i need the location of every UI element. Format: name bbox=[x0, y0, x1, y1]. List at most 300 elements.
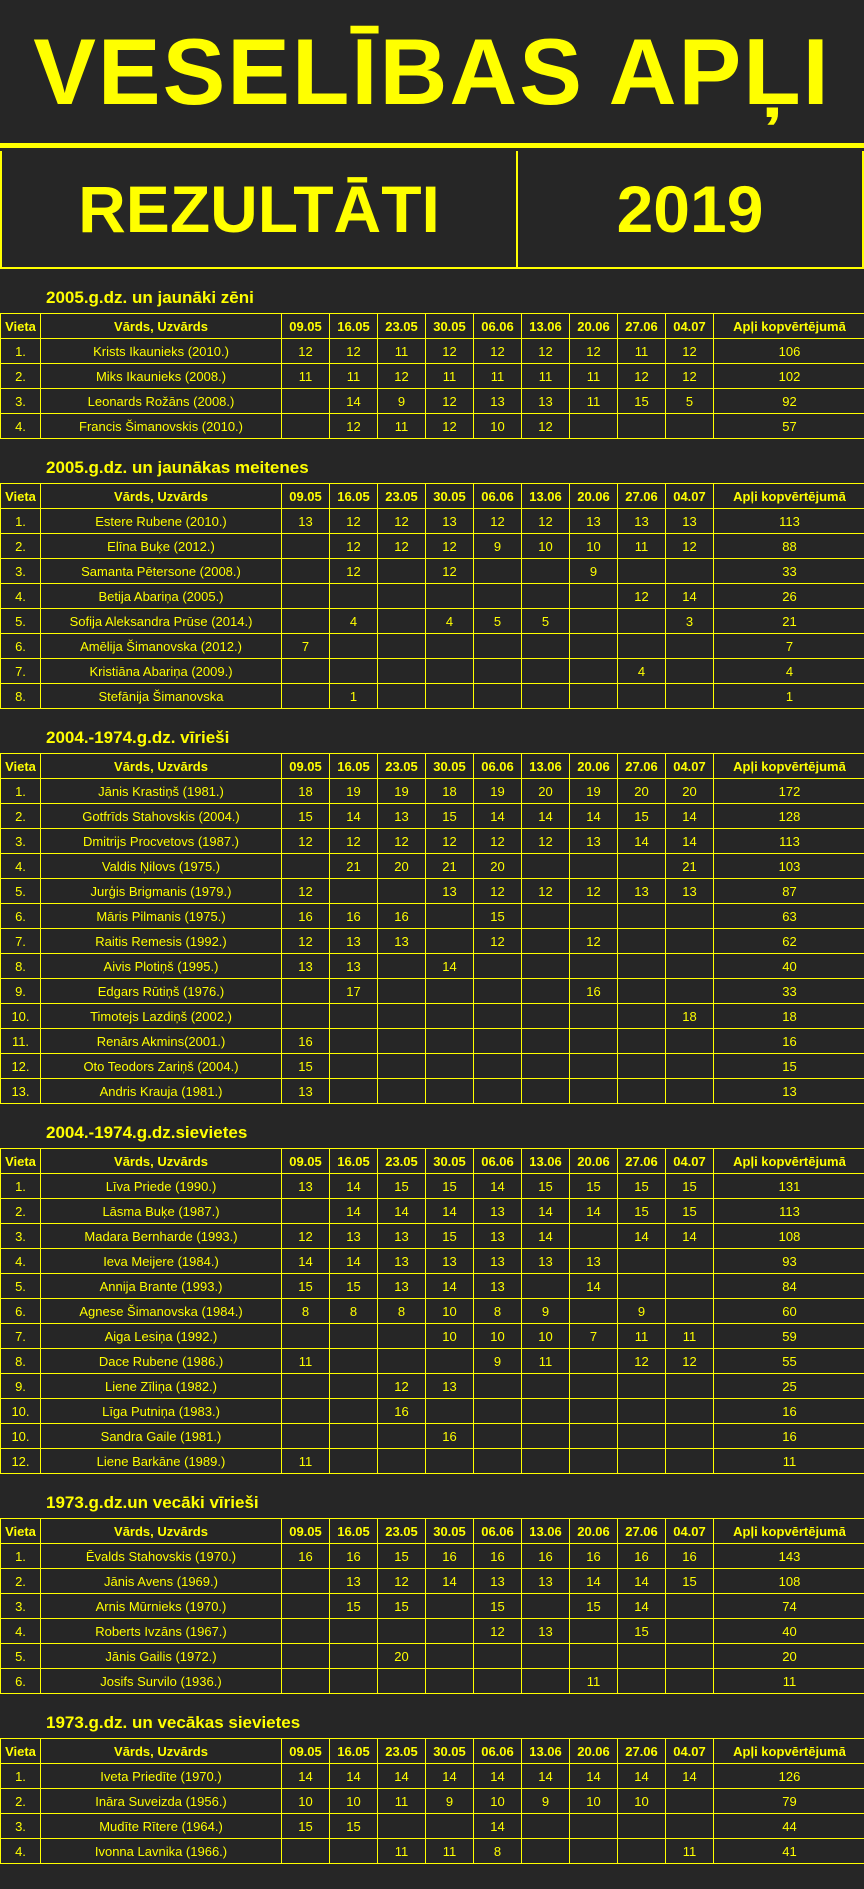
score-cell: 19 bbox=[330, 779, 378, 804]
table-row bbox=[1, 1349, 864, 1374]
score-cell: 12 bbox=[330, 339, 378, 364]
score-cell: 12 bbox=[378, 1374, 426, 1399]
score-cell: 12 bbox=[378, 1569, 426, 1594]
score-cell bbox=[378, 879, 426, 904]
total-cell: 11 bbox=[714, 1449, 864, 1474]
score-cell: 15 bbox=[618, 1174, 666, 1199]
year-label: 2019 bbox=[616, 172, 764, 246]
score-cell bbox=[378, 1424, 426, 1449]
score-cell: 11 bbox=[282, 1349, 330, 1374]
score-cell bbox=[522, 1004, 570, 1029]
score-cell bbox=[330, 1399, 378, 1424]
table-row bbox=[1, 1324, 864, 1349]
table-row bbox=[1, 929, 864, 954]
total-cell: 128 bbox=[714, 804, 864, 829]
place-cell: 4. bbox=[1, 854, 41, 879]
total-cell: 131 bbox=[714, 1174, 864, 1199]
place-cell: 7. bbox=[1, 1324, 41, 1349]
score-cell bbox=[618, 1249, 666, 1274]
total-cell: 16 bbox=[714, 1029, 864, 1054]
name-cell: Sandra Gaile (1981.) bbox=[41, 1424, 282, 1449]
score-cell: 12 bbox=[618, 364, 666, 389]
section-title: 2004.-1974.g.dz.sievietes bbox=[46, 1123, 248, 1142]
total-cell: 79 bbox=[714, 1789, 864, 1814]
score-cell bbox=[618, 1669, 666, 1694]
score-cell: 14 bbox=[474, 1174, 522, 1199]
score-cell: 20 bbox=[666, 779, 714, 804]
name-cell: Kristiāna Abariņa (2009.) bbox=[41, 659, 282, 684]
score-cell: 15 bbox=[666, 1174, 714, 1199]
score-cell: 9 bbox=[378, 389, 426, 414]
name-cell: Raitis Remesis (1992.) bbox=[41, 929, 282, 954]
total-cell: 55 bbox=[714, 1349, 864, 1374]
score-cell bbox=[474, 1079, 522, 1104]
score-cell bbox=[330, 1374, 378, 1399]
score-cell: 12 bbox=[474, 929, 522, 954]
score-cell: 8 bbox=[330, 1299, 378, 1324]
score-cell bbox=[522, 634, 570, 659]
score-cell: 14 bbox=[474, 1814, 522, 1839]
column-header: 16.05 bbox=[330, 754, 378, 779]
score-cell bbox=[426, 1669, 474, 1694]
score-cell: 11 bbox=[522, 1349, 570, 1374]
score-cell bbox=[474, 659, 522, 684]
table-row bbox=[1, 534, 864, 559]
score-cell: 16 bbox=[330, 904, 378, 929]
name-cell: Stefānija Šimanovska bbox=[41, 684, 282, 709]
column-header: 30.05 bbox=[426, 314, 474, 339]
score-cell bbox=[618, 1079, 666, 1104]
score-cell bbox=[474, 954, 522, 979]
score-cell bbox=[330, 1449, 378, 1474]
table-header-row bbox=[1, 484, 864, 509]
place-cell: 4. bbox=[1, 1619, 41, 1644]
total-cell: 44 bbox=[714, 1814, 864, 1839]
score-cell: 13 bbox=[474, 389, 522, 414]
score-cell: 12 bbox=[426, 389, 474, 414]
table-row bbox=[1, 954, 864, 979]
score-cell: 21 bbox=[666, 854, 714, 879]
score-cell: 13 bbox=[666, 879, 714, 904]
score-cell: 12 bbox=[570, 339, 618, 364]
table-row bbox=[1, 779, 864, 804]
column-header: 06.06 bbox=[474, 1739, 522, 1764]
column-header: Vārds, Uzvārds bbox=[41, 754, 282, 779]
table-row bbox=[1, 804, 864, 829]
score-cell bbox=[378, 1814, 426, 1839]
score-cell: 12 bbox=[666, 364, 714, 389]
score-cell: 13 bbox=[378, 804, 426, 829]
place-cell: 9. bbox=[1, 979, 41, 1004]
column-header: 27.06 bbox=[618, 754, 666, 779]
results-section bbox=[0, 1104, 864, 1474]
section-title: 2004.-1974.g.dz. vīrieši bbox=[46, 728, 230, 747]
score-cell: 11 bbox=[282, 1449, 330, 1474]
score-cell: 12 bbox=[426, 534, 474, 559]
column-header: Vieta bbox=[1, 484, 41, 509]
total-cell: 7 bbox=[714, 634, 864, 659]
table-row bbox=[1, 904, 864, 929]
column-header: 13.06 bbox=[522, 1149, 570, 1174]
score-cell: 13 bbox=[474, 1249, 522, 1274]
score-cell bbox=[426, 904, 474, 929]
table-row bbox=[1, 979, 864, 1004]
place-cell: 3. bbox=[1, 559, 41, 584]
score-cell bbox=[282, 414, 330, 439]
table-row bbox=[1, 609, 864, 634]
score-cell bbox=[378, 954, 426, 979]
column-header: 06.06 bbox=[474, 1149, 522, 1174]
score-cell: 11 bbox=[570, 364, 618, 389]
results-section bbox=[0, 1694, 864, 1864]
score-cell bbox=[618, 1054, 666, 1079]
score-cell: 13 bbox=[522, 1569, 570, 1594]
section-title: 1973.g.dz.un vecāki vīrieši bbox=[46, 1493, 259, 1512]
total-cell: 60 bbox=[714, 1299, 864, 1324]
total-cell: 16 bbox=[714, 1399, 864, 1424]
column-header: Vārds, Uzvārds bbox=[41, 1739, 282, 1764]
score-cell: 13 bbox=[282, 954, 330, 979]
place-cell: 10. bbox=[1, 1399, 41, 1424]
column-header: 16.05 bbox=[330, 1739, 378, 1764]
place-cell: 11. bbox=[1, 1029, 41, 1054]
score-cell bbox=[522, 659, 570, 684]
score-cell: 15 bbox=[378, 1544, 426, 1569]
score-cell: 14 bbox=[330, 1199, 378, 1224]
place-cell: 12. bbox=[1, 1449, 41, 1474]
score-cell: 13 bbox=[282, 1174, 330, 1199]
score-cell: 14 bbox=[618, 1764, 666, 1789]
score-cell: 8 bbox=[378, 1299, 426, 1324]
score-cell: 12 bbox=[378, 829, 426, 854]
sections-container bbox=[0, 269, 864, 1864]
score-cell: 4 bbox=[426, 609, 474, 634]
total-cell: 16 bbox=[714, 1424, 864, 1449]
score-cell: 12 bbox=[330, 534, 378, 559]
score-cell: 15 bbox=[618, 804, 666, 829]
total-cell: 62 bbox=[714, 929, 864, 954]
table-row bbox=[1, 1224, 864, 1249]
score-cell: 13 bbox=[522, 1619, 570, 1644]
score-cell: 11 bbox=[378, 339, 426, 364]
results-label: REZULTĀTI bbox=[2, 151, 518, 267]
table-row bbox=[1, 879, 864, 904]
score-cell bbox=[378, 609, 426, 634]
score-cell bbox=[378, 1029, 426, 1054]
score-cell: 20 bbox=[618, 779, 666, 804]
score-cell: 14 bbox=[474, 804, 522, 829]
place-cell: 1. bbox=[1, 1544, 41, 1569]
name-cell: Estere Rubene (2010.) bbox=[41, 509, 282, 534]
score-cell: 12 bbox=[378, 364, 426, 389]
score-cell bbox=[618, 929, 666, 954]
total-cell: 108 bbox=[714, 1569, 864, 1594]
score-cell bbox=[570, 1349, 618, 1374]
column-header: Vārds, Uzvārds bbox=[41, 1149, 282, 1174]
score-cell: 13 bbox=[426, 879, 474, 904]
score-cell: 10 bbox=[474, 1324, 522, 1349]
score-cell bbox=[570, 1814, 618, 1839]
total-cell: 113 bbox=[714, 829, 864, 854]
score-cell bbox=[426, 1079, 474, 1104]
score-cell: 12 bbox=[426, 559, 474, 584]
score-cell: 13 bbox=[474, 1569, 522, 1594]
place-cell: 1. bbox=[1, 1174, 41, 1199]
score-cell: 15 bbox=[474, 1594, 522, 1619]
total-cell: 57 bbox=[714, 414, 864, 439]
table-row bbox=[1, 1569, 864, 1594]
score-cell: 14 bbox=[330, 389, 378, 414]
score-cell: 11 bbox=[666, 1324, 714, 1349]
score-cell bbox=[282, 684, 330, 709]
score-cell: 13 bbox=[330, 929, 378, 954]
column-header: 23.05 bbox=[378, 1519, 426, 1544]
score-cell: 14 bbox=[282, 1249, 330, 1274]
name-cell: Leonards Rožāns (2008.) bbox=[41, 389, 282, 414]
column-header: 27.06 bbox=[618, 1739, 666, 1764]
score-cell: 15 bbox=[426, 1174, 474, 1199]
column-header: 23.05 bbox=[378, 1739, 426, 1764]
score-cell: 13 bbox=[474, 1199, 522, 1224]
place-cell: 5. bbox=[1, 1644, 41, 1669]
score-cell: 19 bbox=[378, 779, 426, 804]
score-cell bbox=[666, 1449, 714, 1474]
table-row bbox=[1, 559, 864, 584]
place-cell: 4. bbox=[1, 1249, 41, 1274]
score-cell: 13 bbox=[426, 509, 474, 534]
section-title: 2005.g.dz. un jaunākas meitenes bbox=[46, 458, 309, 477]
score-cell bbox=[522, 954, 570, 979]
place-cell: 3. bbox=[1, 1594, 41, 1619]
place-cell: 2. bbox=[1, 1789, 41, 1814]
table-row bbox=[1, 1004, 864, 1029]
score-cell bbox=[618, 1274, 666, 1299]
score-cell: 14 bbox=[570, 804, 618, 829]
column-header: 27.06 bbox=[618, 314, 666, 339]
score-cell: 13 bbox=[474, 1224, 522, 1249]
column-header: Vieta bbox=[1, 1739, 41, 1764]
name-cell: Līga Putniņa (1983.) bbox=[41, 1399, 282, 1424]
name-cell: Māris Pilmanis (1975.) bbox=[41, 904, 282, 929]
place-cell: 1. bbox=[1, 509, 41, 534]
score-cell bbox=[426, 659, 474, 684]
score-cell bbox=[666, 634, 714, 659]
column-header: 13.06 bbox=[522, 484, 570, 509]
score-cell: 12 bbox=[426, 829, 474, 854]
place-cell: 3. bbox=[1, 1224, 41, 1249]
score-cell: 14 bbox=[282, 1764, 330, 1789]
place-cell: 2. bbox=[1, 1199, 41, 1224]
name-cell: Dmitrijs Procvetovs (1987.) bbox=[41, 829, 282, 854]
score-cell bbox=[474, 1644, 522, 1669]
name-cell: Valdis Ņilovs (1975.) bbox=[41, 854, 282, 879]
score-cell: 12 bbox=[522, 339, 570, 364]
score-cell bbox=[378, 559, 426, 584]
score-cell bbox=[378, 1004, 426, 1029]
place-cell: 5. bbox=[1, 609, 41, 634]
score-cell: 16 bbox=[474, 1544, 522, 1569]
score-cell bbox=[378, 1669, 426, 1694]
score-cell bbox=[570, 584, 618, 609]
score-cell bbox=[522, 1374, 570, 1399]
section-title: 1973.g.dz. un vecākas sievietes bbox=[46, 1713, 301, 1732]
score-cell: 16 bbox=[282, 1544, 330, 1569]
score-cell: 11 bbox=[426, 1839, 474, 1864]
score-cell bbox=[426, 929, 474, 954]
name-cell: Aiga Lesiņa (1992.) bbox=[41, 1324, 282, 1349]
score-cell bbox=[618, 1374, 666, 1399]
name-cell: Roberts Ivzāns (1967.) bbox=[41, 1619, 282, 1644]
score-cell bbox=[474, 584, 522, 609]
column-header: 13.06 bbox=[522, 314, 570, 339]
score-cell bbox=[378, 634, 426, 659]
name-cell: Dace Rubene (1986.) bbox=[41, 1349, 282, 1374]
score-cell bbox=[474, 1399, 522, 1424]
score-cell bbox=[330, 1424, 378, 1449]
name-cell: Iveta Priedīte (1970.) bbox=[41, 1764, 282, 1789]
score-cell: 15 bbox=[282, 1814, 330, 1839]
score-cell bbox=[666, 904, 714, 929]
score-cell: 14 bbox=[570, 1199, 618, 1224]
score-cell: 15 bbox=[618, 389, 666, 414]
name-cell: Madara Bernharde (1993.) bbox=[41, 1224, 282, 1249]
total-cell: 21 bbox=[714, 609, 864, 634]
score-cell: 15 bbox=[282, 1054, 330, 1079]
column-header: 27.06 bbox=[618, 1149, 666, 1174]
score-cell: 4 bbox=[618, 659, 666, 684]
place-cell: 6. bbox=[1, 1299, 41, 1324]
score-cell bbox=[426, 1594, 474, 1619]
score-cell: 15 bbox=[618, 1199, 666, 1224]
score-cell: 13 bbox=[570, 829, 618, 854]
column-header: 27.06 bbox=[618, 484, 666, 509]
score-cell: 10 bbox=[474, 414, 522, 439]
score-cell bbox=[522, 1029, 570, 1054]
score-cell: 14 bbox=[330, 1249, 378, 1274]
name-cell: Gotfrīds Stahovskis (2004.) bbox=[41, 804, 282, 829]
score-cell bbox=[474, 1424, 522, 1449]
score-cell bbox=[474, 1004, 522, 1029]
score-cell bbox=[570, 634, 618, 659]
column-header: 09.05 bbox=[282, 1519, 330, 1544]
name-cell: Līva Priede (1990.) bbox=[41, 1174, 282, 1199]
column-header: Vārds, Uzvārds bbox=[41, 314, 282, 339]
score-cell: 11 bbox=[474, 364, 522, 389]
score-cell: 15 bbox=[522, 1174, 570, 1199]
score-cell bbox=[570, 1424, 618, 1449]
table-row bbox=[1, 1054, 864, 1079]
score-cell: 14 bbox=[666, 829, 714, 854]
score-cell: 15 bbox=[330, 1814, 378, 1839]
score-cell bbox=[570, 609, 618, 634]
total-cell: 13 bbox=[714, 1079, 864, 1104]
results-section bbox=[0, 439, 864, 709]
table-row bbox=[1, 1249, 864, 1274]
column-header: Apļi kopvērtējumā bbox=[714, 484, 864, 509]
score-cell: 12 bbox=[378, 534, 426, 559]
score-cell: 12 bbox=[666, 1349, 714, 1374]
table-row bbox=[1, 1199, 864, 1224]
table-row bbox=[1, 339, 864, 364]
score-cell: 10 bbox=[426, 1324, 474, 1349]
score-cell bbox=[570, 1299, 618, 1324]
table-row bbox=[1, 1669, 864, 1694]
score-cell: 9 bbox=[474, 1349, 522, 1374]
column-header: Vieta bbox=[1, 1519, 41, 1544]
table-row bbox=[1, 414, 864, 439]
score-cell: 14 bbox=[330, 804, 378, 829]
score-cell bbox=[426, 684, 474, 709]
score-cell bbox=[426, 1054, 474, 1079]
place-cell: 1. bbox=[1, 779, 41, 804]
score-cell bbox=[330, 1644, 378, 1669]
score-cell: 14 bbox=[330, 1174, 378, 1199]
score-cell bbox=[522, 584, 570, 609]
table-row bbox=[1, 1424, 864, 1449]
name-cell: Krists Ikaunieks (2010.) bbox=[41, 339, 282, 364]
score-cell: 16 bbox=[570, 1544, 618, 1569]
score-cell: 13 bbox=[330, 1569, 378, 1594]
name-cell: Ēvalds Stahovskis (1970.) bbox=[41, 1544, 282, 1569]
score-cell: 16 bbox=[426, 1544, 474, 1569]
score-cell: 11 bbox=[282, 364, 330, 389]
table-row bbox=[1, 1544, 864, 1569]
score-cell: 9 bbox=[474, 534, 522, 559]
score-cell bbox=[666, 1029, 714, 1054]
score-cell: 15 bbox=[426, 1224, 474, 1249]
score-cell: 15 bbox=[378, 1594, 426, 1619]
column-header: 13.06 bbox=[522, 1519, 570, 1544]
score-cell: 17 bbox=[330, 979, 378, 1004]
column-header: 20.06 bbox=[570, 754, 618, 779]
score-cell: 18 bbox=[282, 779, 330, 804]
score-cell: 11 bbox=[618, 534, 666, 559]
score-cell bbox=[522, 1594, 570, 1619]
place-cell: 8. bbox=[1, 684, 41, 709]
score-cell bbox=[618, 414, 666, 439]
column-header: 20.06 bbox=[570, 1519, 618, 1544]
score-cell: 16 bbox=[570, 979, 618, 1004]
score-cell: 13 bbox=[570, 509, 618, 534]
score-cell: 11 bbox=[666, 1839, 714, 1864]
score-cell bbox=[474, 684, 522, 709]
score-cell bbox=[618, 559, 666, 584]
score-cell: 11 bbox=[522, 364, 570, 389]
score-cell bbox=[618, 1644, 666, 1669]
column-header: Apļi kopvērtējumā bbox=[714, 754, 864, 779]
table-row bbox=[1, 684, 864, 709]
score-cell: 12 bbox=[474, 509, 522, 534]
place-cell: 1. bbox=[1, 339, 41, 364]
score-cell bbox=[522, 1644, 570, 1669]
score-cell bbox=[570, 1029, 618, 1054]
column-header: Apļi kopvērtējumā bbox=[714, 1739, 864, 1764]
score-cell: 20 bbox=[474, 854, 522, 879]
score-cell: 19 bbox=[474, 779, 522, 804]
place-cell: 2. bbox=[1, 534, 41, 559]
score-cell bbox=[378, 659, 426, 684]
place-cell: 3. bbox=[1, 829, 41, 854]
place-cell: 1. bbox=[1, 1764, 41, 1789]
name-cell: Miks Ikaunieks (2008.) bbox=[41, 364, 282, 389]
score-cell: 15 bbox=[330, 1274, 378, 1299]
score-cell bbox=[618, 1004, 666, 1029]
score-cell: 15 bbox=[666, 1569, 714, 1594]
score-cell: 10 bbox=[618, 1789, 666, 1814]
score-cell: 16 bbox=[378, 1399, 426, 1424]
name-cell: Liene Barkāne (1989.) bbox=[41, 1449, 282, 1474]
column-header: Apļi kopvērtējumā bbox=[714, 1519, 864, 1544]
